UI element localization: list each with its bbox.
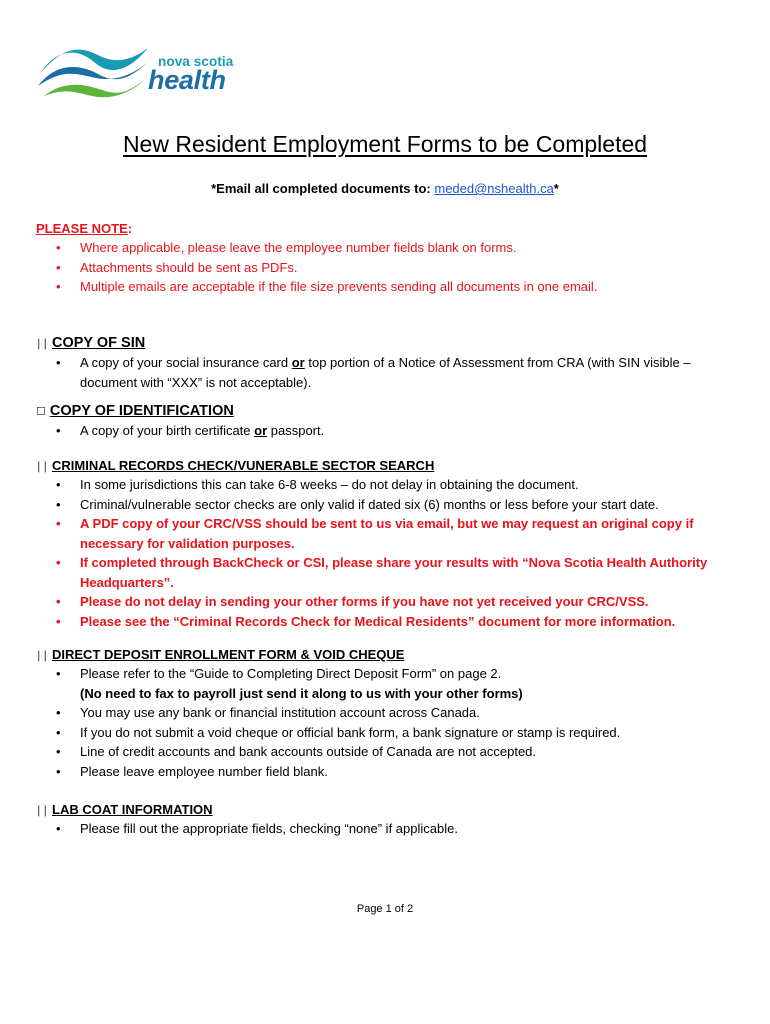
sin-item-text-2: top portion of a Notice of Assessment from CRA (with SIN visible – document with “XXX” is not acceptable). bbox=[80, 355, 691, 390]
note-item: • Multiple emails are acceptable if the file size prevents sending all documents in one email. bbox=[36, 277, 746, 297]
email-instruction-text: *Email all completed documents to: bbox=[211, 181, 431, 196]
section-title-identification: COPY OF IDENTIFICATION bbox=[49, 403, 234, 419]
identification-item-emphasis: or bbox=[254, 423, 268, 438]
logo-wave-icon bbox=[36, 34, 156, 104]
sin-item-emphasis: or bbox=[291, 355, 305, 370]
section-lab-coat bbox=[36, 800, 746, 839]
criminal-item: • In some jurisdictions this can take 6-8 weeks – do not delay in obtaining the document. bbox=[36, 475, 746, 495]
criminal-red-item: • Please see the “Criminal Records Check for Medical Residents” document for more information. bbox=[36, 612, 746, 632]
email-instruction bbox=[0, 181, 770, 196]
section-direct-deposit bbox=[36, 645, 746, 781]
checkbox-sin[interactable]: ∣∣ bbox=[36, 338, 49, 350]
sin-item bbox=[36, 353, 746, 392]
direct-deposit-item: • If you do not submit a void cheque or official bank form, a bank signature or stamp is required. bbox=[36, 723, 746, 743]
checkbox-identification[interactable]: ☐ bbox=[36, 406, 47, 418]
section-title-lab-coat: LAB COAT INFORMATION bbox=[52, 802, 213, 817]
identification-item-text-1: A copy of your birth certificate bbox=[80, 423, 255, 438]
checkbox-direct-deposit[interactable]: ∣∣ bbox=[36, 650, 49, 662]
identification-item bbox=[36, 421, 746, 441]
checkbox-lab-coat[interactable]: ∣∣ bbox=[36, 805, 49, 817]
section-title-criminal-records: CRIMINAL RECORDS CHECK/VUNERABLE SECTOR SEARCH bbox=[52, 458, 435, 473]
logo-text-nova-scotia: nova scotia bbox=[158, 54, 234, 69]
section-copy-of-identification bbox=[36, 402, 746, 441]
direct-deposit-item: • Please leave employee number field blank. bbox=[36, 762, 746, 782]
section-title-direct-deposit: DIRECT DEPOSIT ENROLLMENT FORM & VOID CHEQUE bbox=[52, 647, 405, 662]
email-instruction-suffix: * bbox=[553, 181, 559, 196]
criminal-red-item: • A PDF copy of your CRC/VSS should be sent to us via email, but we may request an original copy if necessary for validation purposes. bbox=[36, 514, 746, 553]
criminal-item: • Criminal/vulnerable sector checks are only valid if dated six (6) months or less before your start date. bbox=[36, 495, 746, 515]
note-item: • Where applicable, please leave the employee number fields blank on forms. bbox=[36, 238, 746, 258]
criminal-red-item: • If completed through BackCheck or CSI, please share your results with “Nova Scotia Health Authority Headquarters”. bbox=[36, 553, 746, 592]
direct-deposit-item bbox=[36, 664, 746, 703]
direct-deposit-item: • Line of credit accounts and bank accounts outside of Canada are not accepted. bbox=[36, 742, 746, 762]
logo-text-health: health bbox=[148, 65, 226, 95]
identification-item-text-2: passport. bbox=[267, 423, 325, 438]
page-number: Page 1 of 2 bbox=[356, 903, 414, 915]
document-title: New Resident Employment Forms to be Completed bbox=[122, 131, 648, 157]
criminal-red-item: • Please do not delay in sending your other forms if you have not yet received your CRC/VSS. bbox=[36, 592, 746, 612]
direct-deposit-guide-text: Please refer to the “Guide to Completing Direct Deposit Form” on page 2. bbox=[80, 666, 502, 681]
please-note-block bbox=[36, 219, 746, 297]
section-copy-of-sin bbox=[36, 334, 746, 392]
please-note-heading: PLEASE NOTE bbox=[36, 221, 128, 236]
email-link[interactable]: meded@nshealth.ca bbox=[434, 181, 554, 196]
direct-deposit-note: (No need to fax to payroll just send it along to us with your other forms) bbox=[80, 685, 523, 701]
sin-item-text-1: A copy of your social insurance card bbox=[80, 355, 292, 370]
direct-deposit-item: • You may use any bank or financial institution account across Canada. bbox=[36, 703, 746, 723]
section-title-sin: COPY OF SIN bbox=[52, 335, 146, 351]
nova-scotia-health-logo bbox=[36, 34, 234, 104]
lab-coat-item: • Please fill out the appropriate fields, checking “none” if applicable. bbox=[36, 819, 746, 839]
checkbox-criminal-records[interactable]: ∣∣ bbox=[36, 461, 49, 473]
please-note-colon: : bbox=[127, 221, 133, 236]
section-criminal-records-check bbox=[36, 456, 746, 631]
note-item: • Attachments should be sent as PDFs. bbox=[36, 258, 746, 278]
